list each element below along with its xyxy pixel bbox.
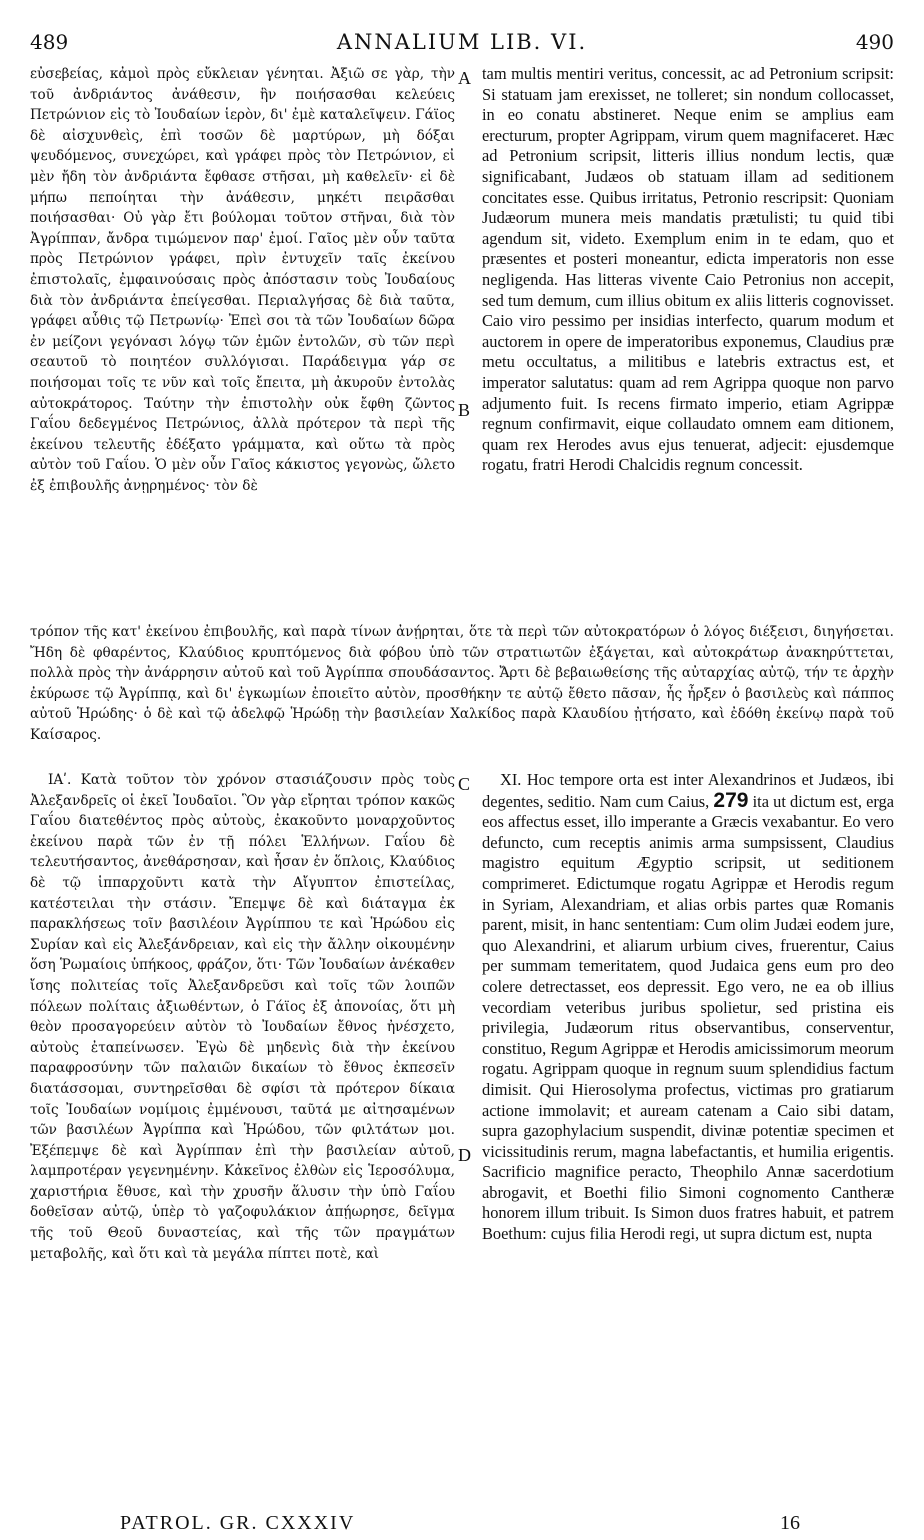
series-title: PATROL. GR. CXXXIV <box>120 1512 356 1534</box>
latin-text-after-column-number: ita ut dictum est, erga eos affectus esset, illo imperante a Græcis vexabantur. Eo vero defuncto, cum receptis animis arma sumpsissent, Claudius magistro equitum Ægyptio scripsit, ut seditionem comprimeret. Edictumque rogatu Agrippæ et Herodis regum in Syriam, Alexandriam, et alias orbis partes quæ Romanis parent, misit, in hanc sententiam: Cum olim Judæi eodem jure, quo Alexandrini, et aliarum urbium cives, fruerentur, Caius per summam temeritatem, quod Judaica gens eum pro deo colere detrectasset, eos depressit. Ego vero, ne ea ob illius vecordiam veteribus juribus spolietur, sed pristina eis privilegia, Judæorum ritus observantibus, conserventur, constituo, Regum Agrippæ et Herodis amicissimorum meorum rogatu. Agrippam quoque in regnum suum splendidius factum dimisit. Qui Hierosolyma profectus, victimas pro gratiarum actione immolavit; et auream catenam a Caio sibi datam, supra gazophylacium suspendit, divinæ potentiæ specimen et vicissitudinis rerum, magna labefactantis, et humilia erigentis. Sacrificio magnifice peracto, Theophilo Annæ sacerdotium abrogavit, et Boethi filio Simoni cognomento Cantheræ honorem illum tribuit. Is Simon duos fratres habuit, et patrem Boethum: cujus filia Herodi regi, ut supra dictum est, nupta <box>482 791 894 1244</box>
greek-paragraph-bottom-text: ΙΑʹ. Κατὰ τοῦτον τὸν χρόνον στασιάζουσιν πρὸς τοὺς Ἀλεξανδρεῖς οἱ ἐκεῖ Ἰουδαῖοι. Ὃν γὰρ εἴρηται τρόπον κακῶς Γαΐου διατεθέντος πρὸς αὐτοὺς, ἐκακοῦντο μοναρχοῦντος ἐκείνου παρὰ τῶν ἐν τῇ πόλει Ἑλλήνων. Γαΐου δὲ τελευτήσαντος, ἀνεθάρσησαν, καὶ ἦσαν ἐν ὅπλοις, Κλαύδιος δὲ τῷ ἱππαρχοῦντι κατὰ τὴν Αἴγυπτον ἐπιστείλας, κατέστειλαι τὴν στάσιν. Ἔπεμψε δὲ καὶ διάταγμα ἐκ παρακλήσεως τοῖν βασιλέοιν Ἀγρίππου τε καὶ Ἡρώδου εἰς Συρίαν καὶ εἰς Ἀλεξάνδρειαν, καὶ εἰς τὴν ἄλλην οἰκουμένην ὅση Ῥωμαίοις ὑπήκοος, φράζον, ὅτι· Τῶν Ἰουδαίων ἀνέκαθεν ἴσης πολιτείας τοῖς Ἀλεξανδρεῦσι καὶ τοῖς τῶν λοιπῶν πόλεων πολίταις ἀξιωθέντων, ὁ Γάϊος ἐξ ἀπονοίας, ὅτι μὴ θεὸν προσαγορεύειν αὐτὸν τὸ Ἰουδαίων ἔθνος ἠνέσχετο, αὐτοὺς ἐταπείνωσεν. Ἐγὼ δὲ μηδενὶς διὰ τὴν ἐκείνου παραφροσύνην τῶν παλαιῶν δικαίων τὸ ἔθνος ἐκπεσεῖν διατάσσομαι, συντηρεῖσθαι δὲ σφίσι τὰ πρότερον δίκαια τοῖς Ἰουδαίων νομίμοις ἐμμένουσι, ταῦτά με αἰτησαμένων τῶν βασιλέων Ἀγρίππα καὶ Ἡρώδου, τῶν φιλτάτων μοι. Ἐξέπεμψε δὲ καὶ Ἀγρίππαν ἐπὶ τὴν βασιλείαν αὐτοῦ, λαμπροτέραν γεγενημένην. Κἀκεῖνος ἐλθὼν εἰς Ἱεροσόλυμα, χαριστήρια ἔθυσε, καὶ τὴν χρυσῆν ἅλυσιν τὴν ὑπὸ Γαΐου δοθεῖσαν αὐτῷ, ὑπὲρ τὸ γαζοφυλάκιον ἀπῄωρησε, δεῖγμα τῆς τοῦ Θεοῦ δυναστείας, καὶ τῆς τῶν πραγμάτων μεταβολῆς, καὶ ὅτι καὶ τὰ μεγάλα πίπτει ποτὲ, καὶ <box>30 772 455 1262</box>
greek-full-width-passage <box>30 622 894 767</box>
running-title: ANNALIUM LIB. VI. <box>336 30 588 54</box>
greek-column-bottom <box>30 770 455 1512</box>
latin-column-top <box>482 64 894 621</box>
margin-letter-a: A <box>458 68 471 88</box>
greek-paragraph-top: εὐσεβείας, κἀμοὶ πρὸς εὔκλειαν γένηται. Ἀξιῶ σε γὰρ, τὴν τοῦ ἀνδριάντος ἀνάθεσιν, ἣν ποιήσασθαι κελεύεις Πετρώνιον εἰς τὸ Ἰουδαίων ἱερὸν, δι' ἐμὲ καταλεῖψειν. Γάϊος δὲ αἰσχυνθεὶς, ἐπὶ τοσῶν δὲ μαρτύρων, μὴ δόξαι ψευδόμενος, συνεχώρει, καὶ γράφει πρὸς τὸν Πετρώνιον, εἰ μὲν ἤδη τὸν ἀνδριάντα ἔφθασε στῆσαι, μὴ καθελεῖν· εἰ δὲ μήπω πεποίηται τὴν ἀνάθεσιν, μηκέτι πειρᾶσθαι ποιήσασθαι· Οὐ γὰρ ἔτι βούλομαι τοῦτον στῆναι, διὰ τὸν Ἀγρίππαν, ἄνδρα τιμώμενον παρ' ἐμοί. Γαῖος μὲν οὖν ταῦτα πρὸς Πετρώνιον γράφει, πρὶν ἐντυχεῖν ταῖς ἐκείνου ἐπιστολαῖς, ἐμφαινούσαις πρὸς ἀπόστασιν τοὺς Ἰουδαίους διὰ τὸν ἀνδριάντα ἐπείγεσθαι. Περιαλγήσας δὲ διὰ ταῦτα, γράφει αὖθις τῷ Πετρωνίῳ· Ἐπεὶ σοι τὰ τῶν Ἰουδαίων δῶρα ἐν μείζονι γεγόνασι λόγῳ τῶν ἐμῶν ἐντολῶν, σὺ τῶν περὶ σεαυτοῦ τὸ ποιητέον συλλόγισαι. Παράδειγμα γάρ σε ποιήσομαι τοῖς τε νῦν καὶ τοῖς ἔπειτα, μὴ ἀκυροῦν ἐντολὰς αὐτοκράτορος. Ταύτην τὴν ἐπιστολὴν οὐκ ἔφθη ζῶντος Γαΐου δεδεγμένος Πετρώνιος, ἀλλὰ πρότερον τὰ περὶ τῆς ἐκείνου τελευτῆς ἐδέξατο γράμματα, καὶ οὕτω τὰ πρὸς αὐτὸν τοῦ Γαΐου. Ὁ μὲν οὖν Γαῖος κάκιστος γεγονὼς, ὤλετο ἐξ ἐπιβουλῆς ἀνῃρημένος· τὸν δὲ <box>30 66 455 494</box>
latin-column-bottom <box>482 770 894 1512</box>
latin-paragraph-bottom <box>482 770 894 1245</box>
page-number-right: 490 <box>855 30 894 54</box>
margin-letter-d: D <box>458 1145 471 1165</box>
latin-paragraph-top: tam multis mentiri veritus, concessit, ac ad Petronium scripsit: Si statuam jam erexisset, ne tolleret; sin nondum collocasset, in eo conatu abstineret. Neque enim se amplius eam erecturum, propter Agrippam, virum quem magnifaceret. Hæc ad Petronium scripsit, litteris illius nondum lectis, quæ significabant, Judæos ob statuam illam ad seditionem concitates esse. Quibus irritatus, Petronio rescripsit: Quoniam Judæorum munera meis mandatis prætulisti; tu quid tibi agendum sit, videto. Exemplum enim in te edam, quo et præsentes et posteri moneantur, edicta imperatoris non esse negligenda. Has litteras vivente Caio Petronius non accepit, sed tum demum, cum illius obitum ex aliis litteris cognovisset. Caio viro pessimo per insidias interfecto, quarum modum et auctorem in opere de imperatoribus exponemus, Claudius præ metu occultatus, a militibus e latebris extractus est, et imperator salutatus: quam ad rem Agrippa quoque non parvo adjumento fuit. Is recens firmato imperio, etiam Agrippæ regnum confirmavit, eique collaudato omnem eam ditionem, quam rex Herodes avus ejus tenuerat, adjecit: ejusdemque rogatu, fratri Herodi Chalcidis regnum concessit. <box>482 64 894 475</box>
column-number: 279 <box>713 788 749 812</box>
page-footer <box>120 1512 840 1536</box>
signature-number: 16 <box>780 1512 800 1534</box>
latin-text-before-column-number: XI. Hoc tempore orta est inter Alexandrinos et Judæos, ibi degentes, seditio. Nam cum Caius, <box>482 770 894 811</box>
page-header <box>30 30 894 60</box>
margin-letter-c: C <box>458 774 471 794</box>
greek-paragraph-bottom <box>30 770 455 1264</box>
greek-column-top <box>30 64 455 621</box>
margin-letter-b: B <box>458 400 471 420</box>
page-number-left: 489 <box>30 30 69 54</box>
greek-paragraph-full: τρόπον τῆς κατ' ἐκείνου ἐπιβουλῆς, καὶ παρὰ τίνων ἀνῄρηται, ὅτε τὰ περὶ τῶν αὐτοκρατόρων ὁ λόγος διέξεισι, διηγήσεται. Ἤδη δὲ φθαρέντος, Κλαύδιος κρυπτόμενος διὰ φόβου ὑπὸ τῶν στρατιωτῶν ἐξάγεται, καὶ αὐτοκράτωρ ἀνακηρύττεται, πολλὰ πρὸς τὴν ἀνάρρησιν αὐτοῦ καὶ τοῦ Ἀγρίππα σπουδάσαντος. Ἄρτι δὲ βεβαιωθείσης τῆς αὐταρχίας αὐτῷ, τήν τε ἀρχὴν ἐκύρωσε τῷ Ἀγρίππᾳ, καὶ δι' ἐγκωμίων ἐποιεῖτο αὐτὸν, προσθήκην τε αὐτῷ ἔθετο πᾶσαν, ἧς ἦρξεν ὁ βασιλεὺς καὶ πάππος αὐτοῦ Ἡρώδης· ὁ δὲ καὶ τῷ ἀδελφῷ Ἡρώδῃ τὴν βασιλείαν Χαλκίδος παρὰ Κλαυδίου ᾐτήσατο, καὶ ἐδόθη ἐκείνῳ παρὰ τοῦ Καίσαρος. <box>30 624 894 743</box>
